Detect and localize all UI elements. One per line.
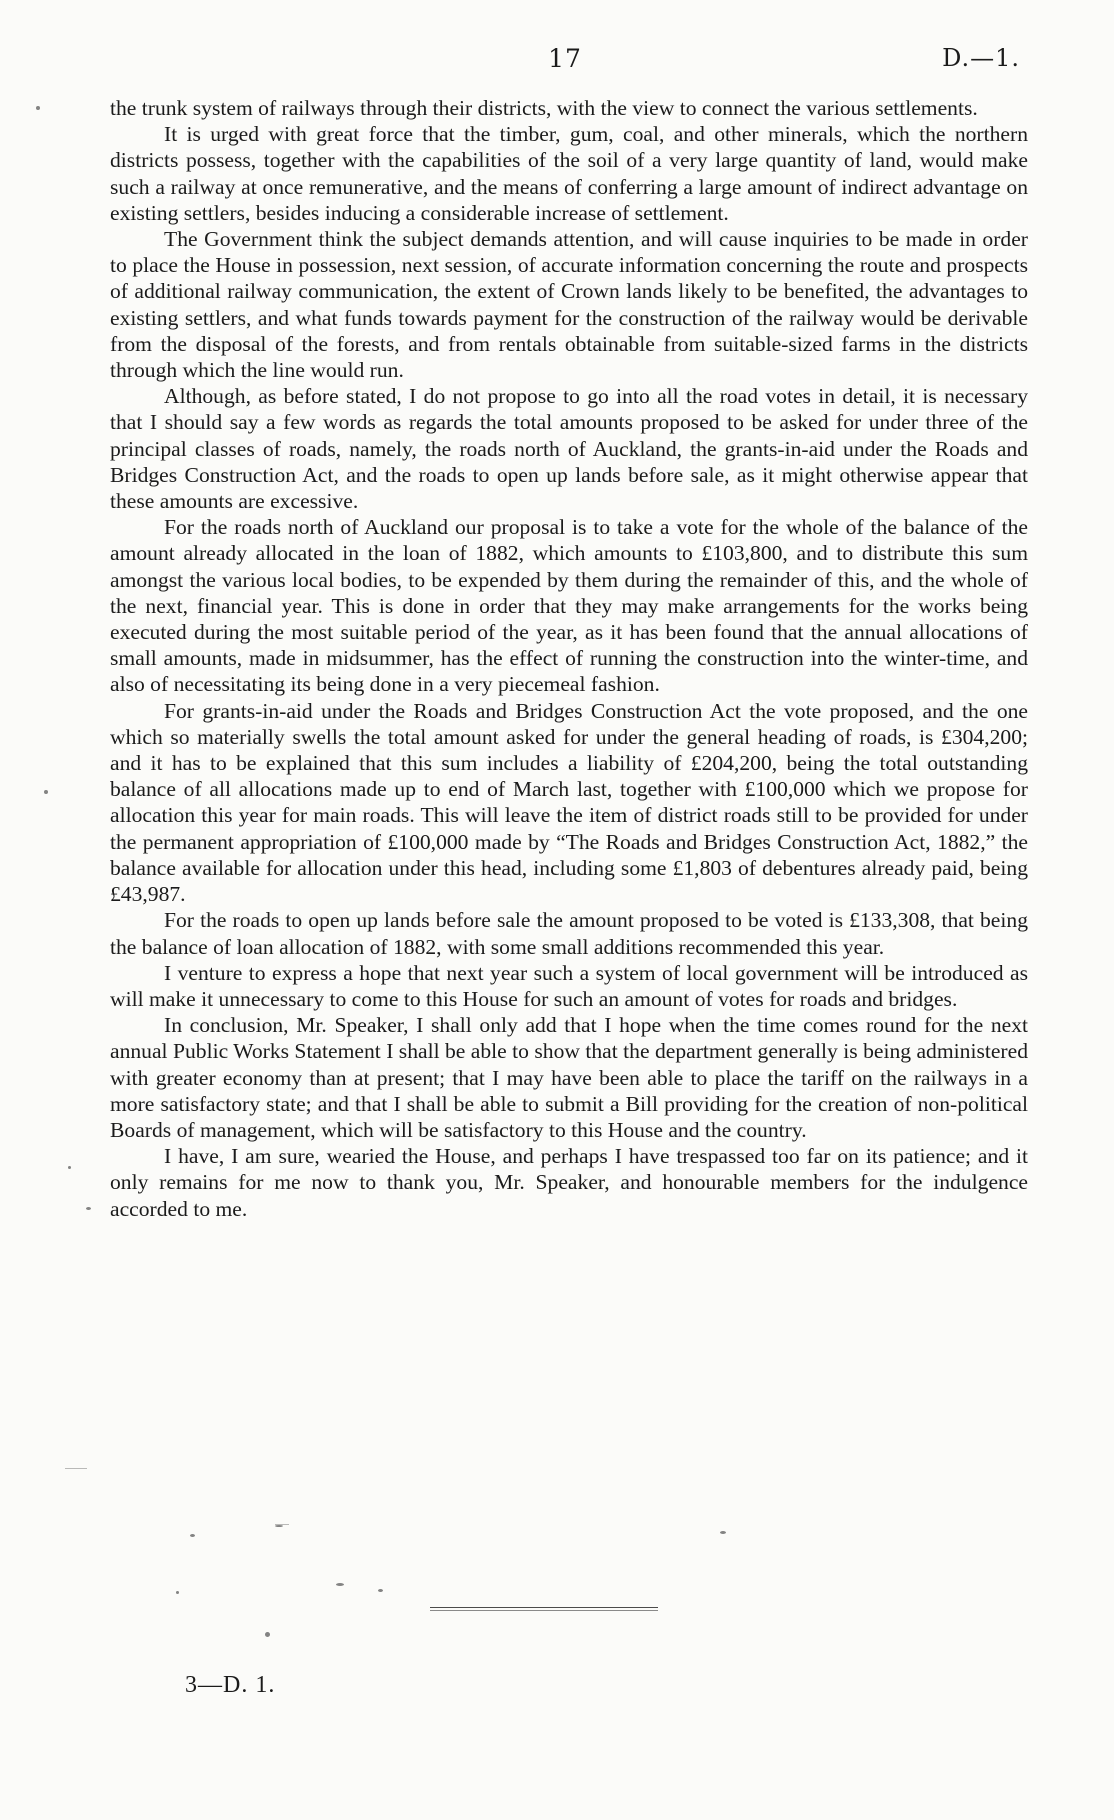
scan-speck [176, 1591, 179, 1594]
scan-speck [378, 1589, 383, 1592]
scan-speck [336, 1583, 344, 1586]
page-number: 17 [548, 44, 582, 73]
paragraph-local-government-hope: I venture to express a hope that next year such a system of local government will be introduced as will make it unnecessary to come to this House for such an amount of votes for roads and bridges. [110, 960, 1028, 1011]
paragraph-government-inquiries: The Government think the subject demands attention, and will cause inquiries to be made in order to place the House in possession, next session, of accurate information concerning the route and prospects of additional railway communication, the extent of Crown lands likely to be benefited, the advantages to existing settlers, and what funds towards payment for the construction of the railway would be derivable from the disposal of the forests, and from rentals obtainable from suitable-sized farms in the districts through which the line would run. [110, 227, 1028, 383]
document-code: D.—1. [942, 44, 1020, 72]
closing-rule-double [430, 1610, 658, 1611]
paragraph-roads-open-lands: For the roads to open up lands before sale the amount proposed to be voted is £133,308, that being the balance of loan allocation of 1882, with some small additions recommended this year. [110, 908, 1028, 959]
scan-speck [720, 1531, 726, 1534]
paragraph-roads-north-auckland: For the roads north of Auckland our proposal is to take a vote for the whole of the balance of the amount already allocated in the loan of 1882, which amounts to £103,800, and to distribute this sum amongst the various local bodies, to be expended by them during the remainder of this, and the whole of the next, financial year. This is done in order that they may make arrangements for the works being executed during the most suitable period of the year, as it has been found that the annual allocations of small amounts, made in midsummer, has the effect of running the construction into the winter-time, and also of necessitating its being done in a very piecemeal fashion. [110, 515, 1028, 697]
scan-speck [190, 1534, 195, 1537]
signature-mark: 3—D. 1. [185, 1672, 276, 1698]
scan-artifact-line [65, 1468, 87, 1469]
scan-speck [36, 106, 40, 110]
page-header [110, 44, 1020, 80]
scan-speck [265, 1632, 270, 1637]
scan-speck [86, 1207, 91, 1210]
paragraph-trunk-railways: the trunk system of railways through their districts, with the view to connect the various settlements. [110, 96, 978, 120]
paragraph-grants-in-aid: For grants-in-aid under the Roads and Bridges Construction Act the vote proposed, and the one which so materially swells the total amount asked for under the general heading of roads, is £304,200; and it has to be explained that this sum includes a liability of £204,200, being the total outstanding balance of all allocations made up to end of March last, together with £100,000 which we propose for allocation this year for main roads. This will leave the item of district roads still to be provided for under the permanent appropriation of £100,000 made by “The Roads and Bridges Construction Act, 1882,” the balance available for allocation under this head, including some £1,803 of debentures already paid, being £43,987. [110, 698, 1028, 907]
paragraph-conclusion: In conclusion, Mr. Speaker, I shall only add that I hope when the time comes round for the next annual Public Works Statement I shall be able to show that the department generally is being administered with greater economy than at present; that I may have been able to place the tariff on the railways in a more satisfactory state; and that I shall be able to submit a Bill providing for the creation of non-political Boards of management, which will be satisfactory to this House and the country. [110, 1013, 1028, 1142]
scan-speck [275, 1525, 283, 1527]
document-body [110, 95, 1028, 1222]
paragraph-road-votes: Although, as before stated, I do not propose to go into all the road votes in detail, it is necessary that I should say a few words as regards the total amounts proposed to be asked for under three of the principal classes of roads, namely, the roads north of Auckland, the grants-in-aid under the Roads and Bridges Construction Act, and the roads to open up lands before sale, as it might otherwise appear that these amounts are excessive. [110, 384, 1028, 514]
scan-speck [68, 1166, 71, 1169]
closing-rule [430, 1607, 658, 1608]
scan-speck [44, 790, 48, 794]
paragraph-timber-gum-coal: It is urged with great force that the timber, gum, coal, and other minerals, which the northern districts possess, together with the capabilities of the soil of a very large quantity of land, would make such a railway at once remunerative, and the means of conferring a large amount of indirect advantage on existing settlers, besides inducing a considerable increase of settlement. [110, 122, 1028, 225]
paragraph-closing-thanks: I have, I am sure, wearied the House, and perhaps I have trespassed too far on its patience; and it only remains for me now to thank you, Mr. Speaker, and honourable members for the indulgence accorded to me. [110, 1144, 1028, 1221]
scan-artifact-line [275, 1524, 289, 1525]
